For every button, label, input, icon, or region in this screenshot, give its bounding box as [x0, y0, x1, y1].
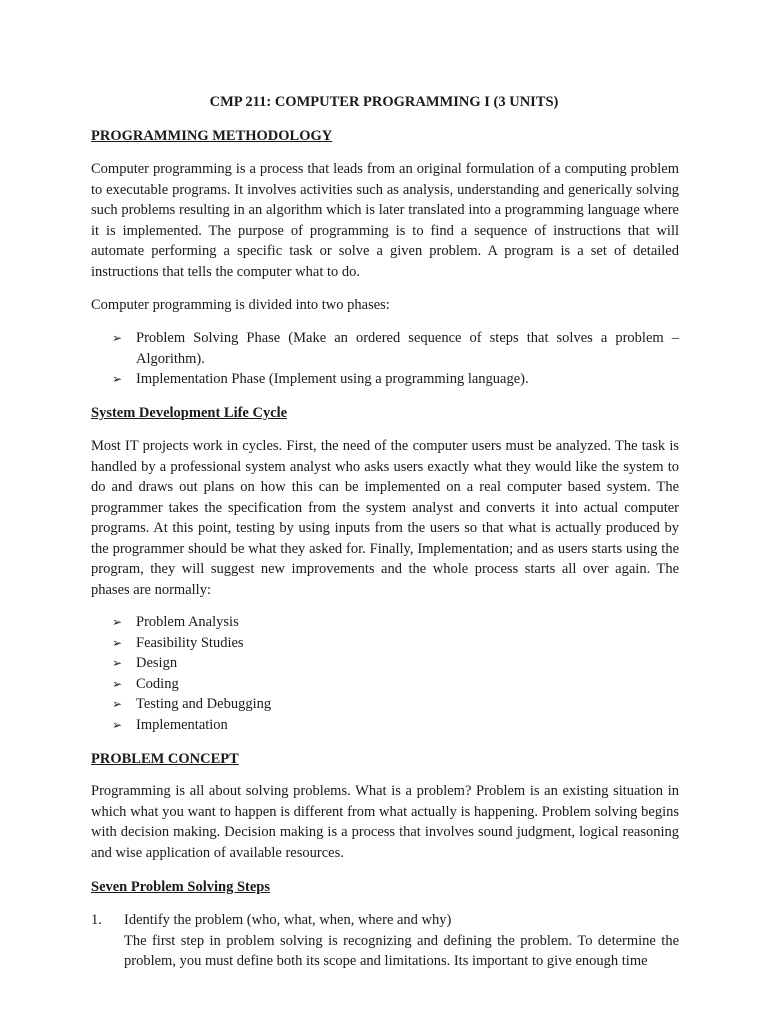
list-item [91, 910, 679, 972]
list-item [112, 715, 679, 736]
list-item [112, 694, 679, 715]
arrow-bullet-icon: ➢ [112, 372, 123, 386]
list-item [112, 612, 679, 633]
heading-seven-steps: Seven Problem Solving Steps [91, 879, 270, 895]
sdlc-phases-list [112, 612, 679, 735]
list-item-text: Feasibility Studies [136, 634, 244, 651]
paragraph-sdlc: Most IT projects work in cycles. First, the need of the computer users must be analyzed. The task is handled by a professional system analyst who asks users exactly what they would like the system to do and draws out plans on how this can be implemented on a real computer based system. The programmer takes the specification from the system analyst and converts it into actual computer programs. At this point, testing by using inputs from the users so that what is actually produced by the programmer should be what they asked for. Finally, Implementation; and as users starts using the program, they will suggest new improvements and the whole process starts all over again. The phases are normally: [91, 438, 679, 598]
list-item-text: Testing and Debugging [136, 696, 272, 712]
arrow-bullet-icon: ➢ [112, 697, 123, 711]
list-item-text: Coding [136, 675, 179, 692]
step-description: The first step in problem solving is recognizing and defining the problem. To determine the problem, you must define both its scope and limitations. Its important to give enough time [124, 932, 679, 969]
problem-solving-steps-list [91, 910, 679, 972]
paragraph-problem-concept: Programming is all about solving problems. What is a problem? Problem is an existing situation in which what you want to happen is different from what actually is happening. Problem solving begins with decision making. Decision making is a process that involves sound judgment, logical reasoning and wise application of available resources. [91, 783, 679, 861]
list-item-text: Implementation Phase (Implement using a programming language). [136, 371, 529, 387]
list-item-text: Design [136, 655, 178, 671]
programming-phases-list [112, 328, 679, 390]
arrow-bullet-icon: ➢ [112, 615, 123, 629]
list-item-text: Implementation [136, 716, 228, 733]
step-number: 1. [91, 912, 102, 928]
arrow-bullet-icon: ➢ [112, 656, 123, 670]
step-title: Identify the problem (who, what, when, where and why) [124, 912, 452, 928]
heading-programming-methodology: PROGRAMMING METHODOLOGY [91, 128, 333, 144]
list-item [112, 653, 679, 674]
list-item-text: Problem Solving Phase (Make an ordered sequence of steps that solves a problem – Algorithm). [136, 330, 679, 367]
list-item [112, 328, 679, 369]
arrow-bullet-icon: ➢ [112, 717, 123, 732]
arrow-bullet-icon: ➢ [112, 676, 123, 691]
document-title: CMP 211: COMPUTER PROGRAMMING I (3 UNITS) [209, 94, 559, 110]
heading-problem-concept: PROBLEM CONCEPT [91, 751, 239, 767]
list-item-text: Problem Analysis [136, 614, 239, 630]
paragraph-methodology: Computer programming is a process that leads from an original formulation of a computing problem to executable programs. It involves activities such as analysis, understanding and generically solving such problems resulting in an algorithm which is later translated into a programming language where it is implemented. The purpose of programming is to find a sequence of instructions that will automate performing a specific task or solve a given problem. A program is a set of detailed instructions that tells the computer what to do. [91, 161, 679, 280]
arrow-bullet-icon: ➢ [112, 635, 123, 650]
heading-sdlc: System Development Life Cycle [91, 405, 288, 421]
list-item [112, 633, 679, 654]
list-item [112, 369, 679, 390]
phases-intro: Computer programming is divided into two phases: [91, 297, 390, 313]
arrow-bullet-icon: ➢ [112, 331, 123, 345]
list-item [112, 674, 679, 695]
